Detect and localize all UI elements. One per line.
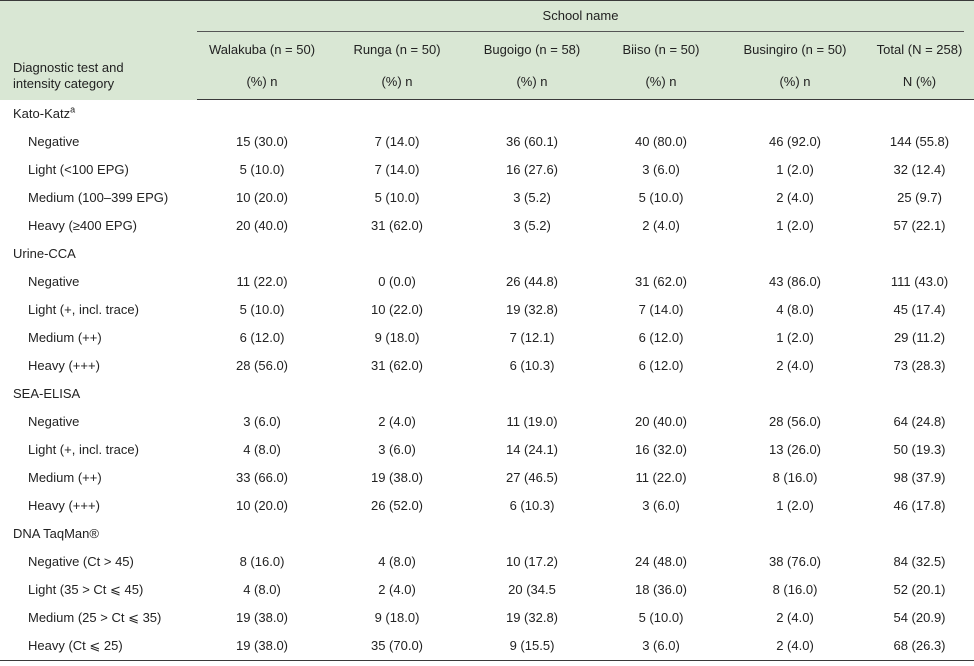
group-title — [0, 100, 974, 129]
table-row — [0, 464, 974, 492]
group-row — [0, 520, 974, 548]
value-cell: 15 (30.0) — [235, 134, 289, 149]
value-cell: 33 (66.0) — [235, 470, 289, 485]
table-row — [0, 604, 974, 632]
value-cell: 31 (62.0) — [370, 358, 424, 373]
value-cell: 46 (17.8) — [893, 498, 946, 513]
group-title — [0, 240, 974, 268]
school-sample-size: (N = 258) — [907, 42, 963, 57]
value-cell: 8 (16.0) — [772, 582, 818, 597]
value-cell: 16 (27.6) — [505, 162, 559, 177]
value-cell: 10 (20.0) — [235, 190, 289, 205]
value-cell: 6 (12.0) — [638, 330, 684, 345]
value-cell: 3 (6.0) — [642, 162, 680, 177]
value-cell: 2 (4.0) — [642, 218, 680, 233]
value-cell: 2 (4.0) — [776, 190, 814, 205]
value-cell: 27 (46.5) — [505, 470, 559, 485]
school-column-header — [865, 35, 974, 65]
value-cell: 10 (17.2) — [505, 554, 559, 569]
value-cell: 3 (6.0) — [243, 414, 281, 429]
value-cell: 3 (5.2) — [513, 218, 551, 233]
value-cell: 1 (2.0) — [776, 162, 814, 177]
table-row — [0, 408, 974, 436]
value-cell: 7 (14.0) — [374, 162, 420, 177]
row-label: Light (35 > Ct ⩽ 45) — [28, 582, 144, 597]
table-row — [0, 184, 974, 212]
value-cell: 24 (48.0) — [634, 554, 688, 569]
value-cell: 19 (32.8) — [505, 302, 559, 317]
value-cell: 5 (10.0) — [374, 190, 420, 205]
value-cell: 57 (22.1) — [893, 218, 946, 233]
school-sample-size: (n = 50) — [654, 42, 700, 57]
value-cell: 54 (20.9) — [893, 610, 946, 625]
value-cell: 6 (10.3) — [509, 358, 555, 373]
value-cell: 2 (4.0) — [378, 414, 416, 429]
school-sample-size: (n = 58) — [535, 42, 581, 57]
school-name: Biiso — [622, 42, 651, 57]
value-cell: 1 (2.0) — [776, 218, 814, 233]
value-cell: 38 (76.0) — [768, 554, 822, 569]
value-cell: 19 (38.0) — [370, 470, 424, 485]
school-name: Total — [876, 42, 905, 57]
value-cell: 28 (56.0) — [768, 414, 822, 429]
value-cell: 4 (8.0) — [776, 302, 814, 317]
value-cell: 3 (6.0) — [378, 442, 416, 457]
value-cell: 19 (38.0) — [197, 632, 327, 661]
value-cell: 52 (20.1) — [893, 582, 946, 597]
school-sample-size: (n = 50) — [395, 42, 441, 57]
value-cell: 68 (26.3) — [865, 632, 974, 661]
row-label: Negative (Ct > 45) — [28, 554, 134, 569]
school-subheader: (%) n — [467, 65, 597, 100]
value-cell: 3 (6.0) — [642, 498, 680, 513]
value-cell: 2 (4.0) — [378, 582, 416, 597]
value-cell: 20 (40.0) — [235, 218, 289, 233]
row-label: Heavy (+++) — [28, 358, 100, 373]
row-label: Light (<100 EPG) — [28, 162, 129, 177]
value-cell: 8 (16.0) — [772, 470, 818, 485]
row-label: Heavy (+++) — [28, 498, 100, 513]
value-cell: 5 (10.0) — [239, 162, 285, 177]
school-sample-size: (n = 50) — [801, 42, 847, 57]
school-sample-size: (n = 50) — [269, 42, 316, 57]
value-cell: 25 (9.7) — [897, 190, 942, 205]
value-cell: 73 (28.3) — [893, 358, 946, 373]
table-row — [0, 576, 974, 604]
table-row — [0, 436, 974, 464]
value-cell: 4 (8.0) — [378, 554, 416, 569]
group-title — [0, 520, 974, 548]
school-name: Walakuba — [208, 42, 267, 57]
value-cell: 6 (12.0) — [239, 330, 285, 345]
value-cell: 13 (26.0) — [768, 442, 822, 457]
table-row — [0, 548, 974, 576]
table-row — [0, 296, 974, 324]
value-cell: 11 (22.0) — [635, 470, 687, 485]
value-cell: 16 (32.0) — [634, 442, 688, 457]
group-title-text: Kato-Katz — [13, 106, 71, 121]
value-cell: 14 (24.1) — [505, 442, 559, 457]
value-cell: 31 (62.0) — [370, 218, 424, 233]
table-body — [0, 100, 974, 661]
value-cell: 10 (20.0) — [235, 498, 289, 513]
value-cell: 7 (12.1) — [509, 330, 555, 345]
value-cell: 50 (19.3) — [893, 442, 946, 457]
value-cell: 9 (18.0) — [374, 330, 420, 345]
value-cell: 4 (8.0) — [243, 582, 281, 597]
row-label: Medium (25 > Ct ⩽ 35) — [28, 610, 162, 625]
value-cell: 18 (36.0) — [634, 582, 688, 597]
school-subheader: (%) n — [597, 65, 725, 100]
row-label: Light (+, incl. trace) — [28, 442, 139, 457]
table-header — [0, 1, 974, 100]
value-cell: 2 (4.0) — [725, 632, 865, 661]
value-cell: 10 (22.0) — [370, 302, 424, 317]
table-row — [0, 492, 974, 520]
school-subheader: (%) n — [725, 65, 865, 100]
value-cell: 26 (52.0) — [370, 498, 424, 513]
value-cell: 5 (10.0) — [638, 190, 684, 205]
table-row — [0, 212, 974, 240]
group-title-text: Urine-CCA — [13, 246, 76, 261]
school-name: Busingiro — [743, 42, 798, 57]
value-cell: 3 (5.2) — [513, 190, 551, 205]
value-cell: 7 (14.0) — [374, 134, 420, 149]
value-cell: 4 (8.0) — [243, 442, 281, 457]
value-cell: 31 (62.0) — [634, 274, 688, 289]
value-cell: 98 (37.9) — [893, 470, 946, 485]
value-cell: 1 (2.0) — [776, 330, 814, 345]
value-cell: 46 (92.0) — [768, 134, 822, 149]
school-name-header: School name — [197, 8, 964, 32]
value-cell: 2 (4.0) — [776, 610, 814, 625]
footnote-marker: a — [70, 104, 76, 115]
value-cell: 8 (16.0) — [239, 554, 285, 569]
table-row — [0, 632, 974, 661]
value-cell: 84 (32.5) — [893, 554, 946, 569]
school-name: Bugoigo — [483, 42, 532, 57]
row-label: Negative — [28, 134, 80, 149]
group-title — [0, 380, 974, 408]
row-label: Medium (++) — [28, 330, 102, 345]
group-title-text: DNA TaqMan® — [13, 526, 99, 541]
table-row — [0, 156, 974, 184]
value-cell: 19 (38.0) — [235, 610, 289, 625]
school-subheader: (%) n — [197, 65, 327, 100]
value-cell: 35 (70.0) — [327, 632, 467, 661]
school-name: Runga — [353, 42, 392, 57]
value-cell: 5 (10.0) — [638, 610, 684, 625]
value-cell: 6 (12.0) — [638, 358, 684, 373]
school-column-header — [327, 35, 467, 65]
school-column-header — [467, 35, 597, 65]
table-row — [0, 128, 974, 156]
value-cell: 111 (43.0) — [890, 274, 949, 289]
value-cell: 144 (55.8) — [889, 134, 950, 149]
value-cell: 9 (18.0) — [374, 610, 420, 625]
value-cell: 20 (40.0) — [634, 414, 688, 429]
value-cell: 29 (11.2) — [893, 330, 946, 345]
row-label: Light (+, incl. trace) — [28, 302, 139, 317]
value-cell: 28 (56.0) — [235, 358, 289, 373]
value-cell: 20 (34.5 — [508, 582, 556, 597]
row-label: Heavy (Ct ⩽ 25) — [0, 632, 197, 661]
value-cell: 5 (10.0) — [239, 302, 285, 317]
school-subheader: (%) n — [327, 65, 467, 100]
school-column-header — [725, 35, 865, 65]
value-cell: 36 (60.1) — [505, 134, 559, 149]
school-column-header — [197, 35, 327, 65]
row-label: Negative — [28, 414, 80, 429]
value-cell: 40 (80.0) — [634, 134, 688, 149]
value-cell: 0 (0.0) — [378, 274, 416, 289]
value-cell: 19 (32.8) — [505, 610, 559, 625]
row-label: Negative — [28, 274, 80, 289]
value-cell: 1 (2.0) — [776, 498, 814, 513]
value-cell: 2 (4.0) — [776, 358, 814, 373]
value-cell: 43 (86.0) — [768, 274, 822, 289]
value-cell: 9 (15.5) — [467, 632, 597, 661]
value-cell: 11 (22.0) — [236, 274, 288, 289]
group-row — [0, 380, 974, 408]
value-cell: 32 (12.4) — [893, 162, 946, 177]
value-cell: 64 (24.8) — [893, 414, 946, 429]
value-cell: 6 (10.3) — [509, 498, 555, 513]
group-row — [0, 240, 974, 268]
value-cell: 7 (14.0) — [638, 302, 684, 317]
table-row — [0, 324, 974, 352]
school-column-header — [597, 35, 725, 65]
row-label: Medium (++) — [28, 470, 102, 485]
value-cell: 11 (19.0) — [506, 414, 558, 429]
first-column-header: Diagnostic test and intensity category — [0, 1, 197, 100]
row-label: Medium (100–399 EPG) — [28, 190, 169, 205]
table-row — [0, 352, 974, 380]
group-title-text: SEA-ELISA — [13, 386, 81, 401]
school-subheader: N (%) — [865, 65, 974, 100]
group-row — [0, 100, 974, 129]
value-cell: 26 (44.8) — [505, 274, 559, 289]
row-label: Heavy (≥400 EPG) — [28, 218, 138, 233]
value-cell: 45 (17.4) — [893, 302, 946, 317]
value-cell: 3 (6.0) — [597, 632, 725, 661]
table-row — [0, 268, 974, 296]
